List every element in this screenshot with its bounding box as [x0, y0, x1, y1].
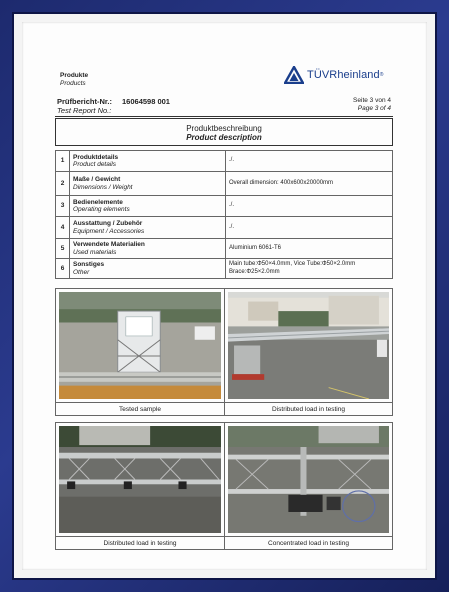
row-number: 6	[56, 259, 70, 279]
photo-cell	[56, 423, 225, 537]
tuv-triangle-icon	[284, 66, 304, 84]
row-value: Main tube:Φ50×4.0mm, Vice Tube:Φ50×2.0mm	[229, 261, 356, 267]
section-label-de: Produkte	[60, 72, 89, 79]
row-label-de: Ausstattung / Zubehör	[73, 220, 143, 227]
row-label-en: Dimensions / Weight	[73, 183, 133, 191]
document-page	[22, 22, 427, 570]
photo-distributed-load-1	[228, 292, 389, 399]
row-number: 3	[56, 196, 70, 217]
row-value: ./.	[226, 217, 393, 239]
row-label-de: Maße / Gewicht	[73, 176, 121, 183]
frame-mat	[12, 12, 437, 580]
photo-cell	[225, 423, 393, 537]
section-title	[55, 118, 393, 146]
row-label-de: Sonstiges	[73, 261, 105, 268]
row-label-en: Other	[73, 268, 90, 276]
page-indicator-de: Seite 3 von 4	[353, 97, 391, 104]
table-row	[56, 217, 393, 239]
brand-registered-mark: ®	[379, 72, 384, 78]
photo-table-row-2	[55, 422, 393, 550]
report-number: 16064598 001	[122, 97, 170, 106]
report-label-en: Test Report No.:	[57, 106, 112, 115]
section-label-en: Products	[60, 80, 86, 87]
photo-caption: Distributed load in testing	[56, 537, 225, 550]
brand-logo	[284, 66, 383, 84]
photo-tested-sample	[59, 292, 221, 399]
photo-concentrated-load	[228, 426, 389, 533]
photo-cell	[56, 289, 225, 403]
table-row	[56, 239, 393, 259]
row-number: 1	[56, 151, 70, 172]
row-number: 5	[56, 239, 70, 259]
section-title-de: Produktbeschreibung	[186, 124, 262, 133]
row-value: Overall dimension: 400x600x20000mm	[226, 172, 393, 196]
page-indicator-en: Page 3 of 4	[357, 105, 391, 112]
brand-name: TÜVRheinland	[307, 69, 380, 81]
photo-distributed-load-2	[59, 426, 221, 533]
row-label-en: Equipment / Accessories	[73, 227, 145, 235]
row-value: ./.	[226, 196, 393, 217]
row-label-en: Used materials	[73, 248, 117, 256]
photo-caption: Distributed load in testing	[225, 403, 393, 416]
row-label-en: Operating elements	[73, 206, 130, 213]
details-table	[55, 150, 393, 279]
report-header	[55, 95, 393, 117]
row-number: 2	[56, 172, 70, 196]
photo-cell	[225, 289, 393, 403]
photo-table-row-1	[55, 288, 393, 416]
photo-caption: Tested sample	[56, 403, 225, 416]
photo-caption: Concentrated load in testing	[225, 537, 393, 550]
table-row	[56, 172, 393, 196]
table-row	[56, 196, 393, 217]
row-number: 4	[56, 217, 70, 239]
section-label	[60, 72, 88, 88]
row-value: ./.	[226, 151, 393, 172]
row-label-de: Verwendete Materialien	[73, 241, 145, 248]
report-label-de: Prüfbericht-Nr.:	[57, 97, 113, 106]
table-row	[56, 259, 393, 279]
row-label-en: Product details	[73, 161, 116, 168]
section-title-en: Product description	[186, 133, 262, 142]
row-label-de: Produktdetails	[73, 153, 119, 161]
table-row	[56, 151, 393, 172]
row-value-line2: Brace:Φ25×2.0mm	[229, 268, 280, 275]
row-label-de: Bedienelemente	[73, 198, 123, 206]
row-value: Aluminium 6061-T6	[226, 239, 393, 259]
